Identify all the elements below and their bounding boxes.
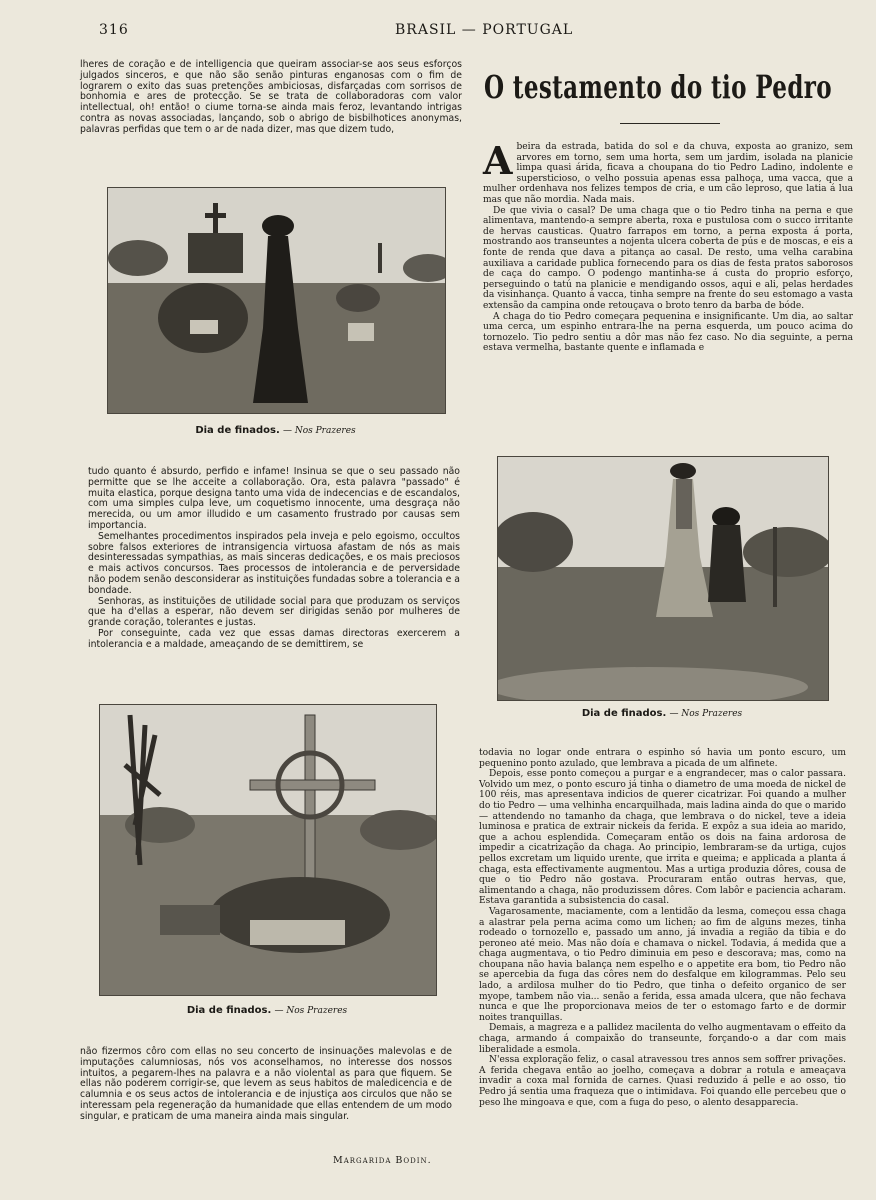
photo-3-caption [99,1005,435,1016]
story-paragraph-5: Depois, esse ponto começou a purgar e a engrandecer, mas o calor passara. Volvido um mez, o ponto escuro já tinha o diametro de uma moeda de nickel de 100 réis, mas apresentava indicios de querer cicatrizar. Foi quando a mulher do tio Pedro — uma velhinha encarquilhada, mais ladina ainda do que o marido — attendendo no tamanho da chaga, que lembrava o do nickel, teve a ideia luminosa e pratica de extrair nickeis da ferida. E expôz a sua ideia ao marido, que a achou esplendida. Começaram então os dois na faina ardorosa de impedir a cicatrização da chaga. Ao principio, lembraram-se da urtiga, cujos pellos excretam um liquido urente, que irrita e queima; e applicada a planta á chaga, esta effectivamente augmentou. Mas a urtiga produzia dôres, cousa de que o tio Pedro não gostava. Procuraram então outras hervas, que, alimentando a chaga, não produzissem dôres. Com labôr e paciencia acharam. Estava garantida a subsistencia do casal. [479,769,846,907]
signature: Margarida Bodin. [333,1155,432,1166]
photo-3-caption-place: — Nos Prazeres [274,1006,348,1016]
story-paragraph-4: todavia no logar onde entrara o espinho só havia um ponto escuro, um pequenino ponto azulado, que lembrava a picada de um alfinete. [479,748,846,769]
left-text-top [80,60,462,136]
photo-cemetery-two-women [497,456,829,701]
left-paragraph-3: Semelhantes procedimentos inspirados pela inveja e pelo egoismo, occultos sobre falsos exteriores de intransigencia virtuosa afastam de nós as mais desinteressadas sympathias, as mais sinceras dedicações, e os mais preciosos e mais activos concursos. Taes processos de intolerancia e de perversidade não podem senão desconsiderar as instituições fundadas sobre a tolerancia e a bondade. [88,530,460,596]
story-text-top [483,138,853,354]
story-paragraph-6: Vagarosamente, maciamente, com a lentidão da lesma, começou essa chaga a alastrar pela perna acima como um lichen; ao fim de alguns mezes, tinha rodeado o tornozello e, passado um anno, já invadia a região da tibia e do peroneo até meio. Mas não doía e chamava o nickel. Todavia, á medida que a chaga augmentava, o tio Pedro diminuia em peso e descorava; mas, como na choupana não havia balança nem espelho e o appetite era bom, tio Pedro não se apercebia da fuga das côres nem do desfalque em kilogrammas. Pelo seu lado, a ardilosa mulher do tio Pedro, que tinha o defeito organico de ser myope, tambem não via... senão a ferida, essa amada ulcera, que não fechava nunca e que lhe proporcionava meios de ter o estomago farto e de dormir noites tranquillas. [479,906,846,1023]
left-paragraph-6: não fizermos côro com ellas no seu concerto de insinuações malevolas e de imputações calumniosas, nós vos aconselhamos, no interesse dos nossos intuitos, a pegarem-lhes na palavra e a não violental as para que fiquem. Se ellas não poderem corrigir-se, que levem as seus habitos de maledicencia e de calumnia e os seus actos de intolerancia e de injustiça aos circulos que não se interessam pela regeneração da humanidade que ellas entendem de um modo singular, e praticam de uma maneira ainda mais singular. [80,1046,452,1122]
story-paragraph-7: Demais, a magreza e a pallidez macilenta do velho augmentavam o effeito da chaga, armando á compaixão do transeunte, forçando-o a dar com mais liberalidade a esmola. [479,1023,846,1055]
running-title: BRASIL — PORTUGAL [395,22,574,38]
photo-2-caption-title: Dia de finados. [581,708,667,719]
story-paragraph-3: A chaga do tio Pedro começara pequenina e insignificante. Um dia, ao saltar uma cerca, um espinho entrara-lhe na perna esquerda, um pouco acima do tornozelo. Tio pedro sentiu a dôr mas não fez caso. No dia seguinte, a perna estava vermelha, bastante quente e inflamada e [483,311,853,354]
photo-2-caption-place: — Nos Prazeres [669,709,743,719]
story-title: O testamento do tio Pedro [484,68,833,106]
page-number: 316 [99,22,129,38]
left-paragraph-4: Senhoras, as instituições de utilidade social para que produzam os serviços que ha d'ellas a esperar, não devem ser dirigidas senão por mulheres de grande coração, tolerantes e justas. [88,595,460,629]
left-text-bottom [80,1047,452,1123]
left-text-middle [88,467,460,651]
photo-2-caption [497,708,827,719]
left-paragraph-2: tudo quanto é absurdo, perfido e infame! Insinua se que o seu passado não permitte que se lhe acceite a collaboração. Ora, esta palavra "passado" é muita elastica, porque designa tanto uma vida de indecencias e de escandalos, com uma simples culpa leve, um coquetismo innocente, uma desgraça não merecida, ou um amor illudido e um casamento frustrado por causas sem importancia. [88,466,460,531]
drop-cap: A [483,138,513,183]
story-text-bottom [479,748,846,1108]
story-paragraph-8: N'essa exploração feliz, o casal atravessou tres annos sem soffrer privações. A ferida chegava então ao joelho, começava a dobrar a rotula e ameaçava invadir a coxa mal fornida de carnes. Quasi reduzido á pelle e ao osso, tio Pedro já sentia uma fraqueza que o intimidava. Foi quando elle percebeu que o peso lhe mingoava e que, com a fuga do peso, o alento desapparecia. [479,1055,846,1108]
photo-3-caption-title: Dia de finados. [186,1005,272,1016]
story-paragraph-2: De que vivia o casal? De uma chaga que o tio Pedro tinha na perna e que alimentava, mantendo-a sempre aberta, roxa e pustulosa com o succo irritante de hervas causticas. Quatro farrapos em torno, a perna exposta á porta, mostrando aos transeuntes a nojenta ulcera coberta de pús e de moscas, e eis a fonte de renda que dava a pitança ao casal. De resto, uma velha carabina auxiliava a caridade publica fornecendo para os dias de festa pratos saborosos de caça do campo. O podengo mantinha-se á custa do proprio esforço, perseguindo o tatú na planicie e mendigando ossos, aqui e ali, pelas herdades da visinhança. Quanto á vacca, tinha sempre na frente do seu estomago a vasta extensão da campina onde retouçava o broto tenro da barba de bóde. [483,205,853,311]
photo-1-caption-title: Dia de finados. [195,425,280,436]
photo-cemetery-cross-grave [99,704,437,996]
left-paragraph-5: Por conseguinte, cada vez que essas damas directoras exercerem a intolerancia e a maldade, ameaçando de se demittirem, se [88,627,460,650]
photo-1-caption [107,425,444,436]
photo-1-caption-place: — Nos Prazeres [282,426,356,436]
story-paragraph-1: Abeira da estrada, batida do sol e da chuva, exposta ao granizo, sem arvores em torno, sem uma horta, sem um jardim, isolada na planicie limpa quasi árida, ficava a choupana do tio Pedro Ladino, indolente e supersticioso, o velho possuia apenas essa palhoça, uma vacca, que a mulher ordenhava nos felizes tempos de cria, e um cão leproso, que latia á lua mas que não mordia. Nada mais. [483,138,853,205]
left-paragraph-1: lheres de coração e de intelligencia que queiram associar-se aos seus esforços julgados sinceros, e que não são senão pinturas enganosas com o fim de lograrem o exito das suas pretenções ambiciosas, disfarçadas com sorrisos de bonhomia e ares de protecção. Se se trata de collaboradoras com valor intellectual, oh! então! o ciume torna-se ainda mais feroz, levantando intrigas contra as novas associadas, lançando, sob o abrigo de bisbilhotices anonymas, palavras perfidas que tem o ar de nada dizer, mas que dizem tudo, [80,59,462,135]
title-rule [620,123,720,124]
photo-cemetery-woman-grave [107,187,446,414]
